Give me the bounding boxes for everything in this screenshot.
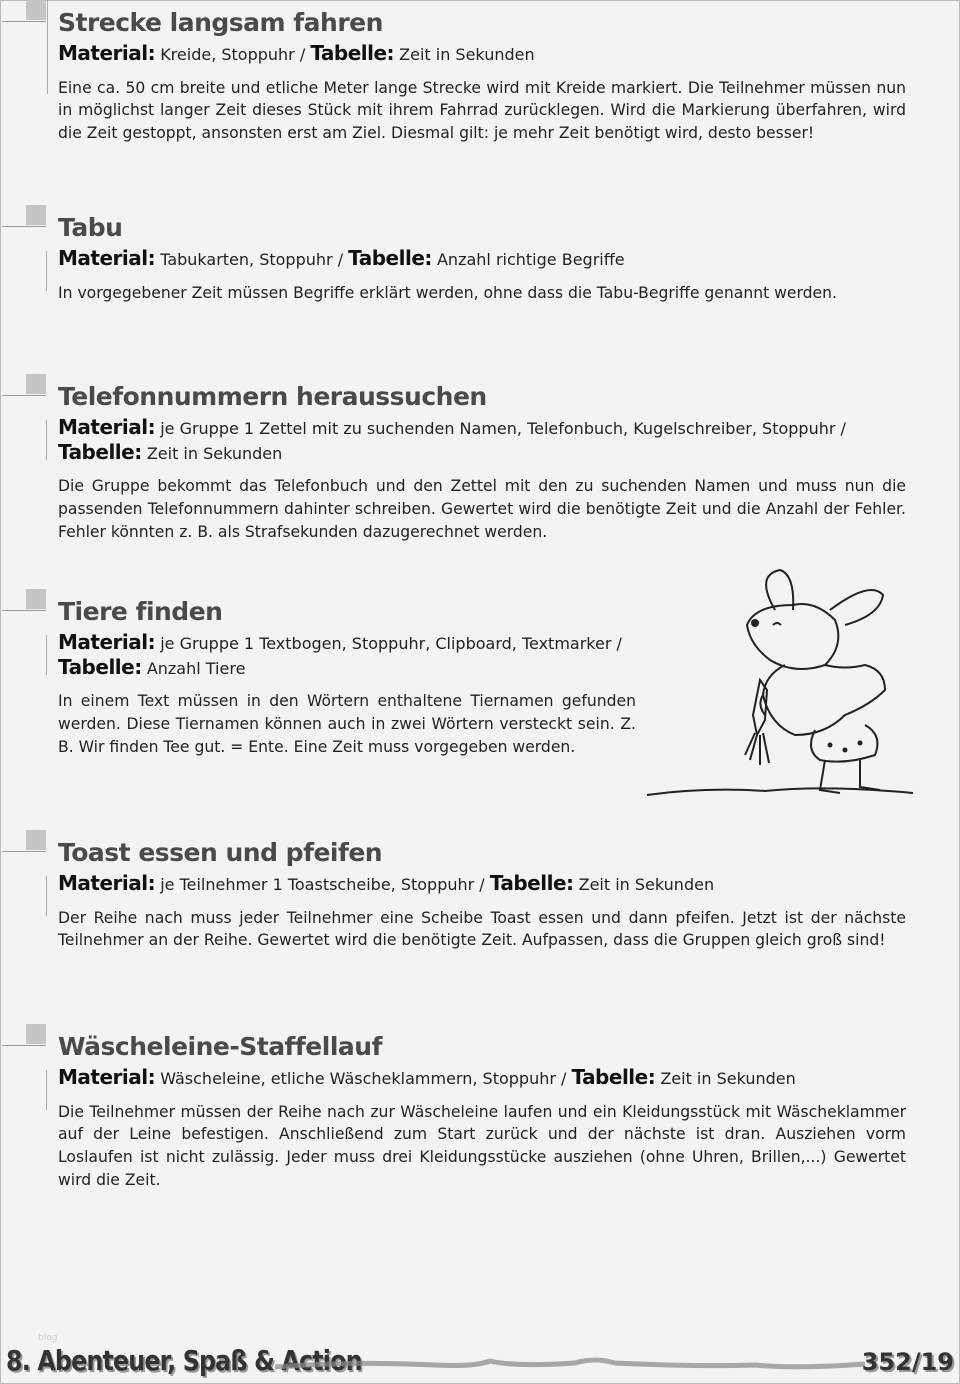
section-telefon bbox=[58, 380, 906, 544]
section-tiere bbox=[58, 595, 636, 759]
heading-marker-icon bbox=[0, 824, 60, 884]
watermark-text: blog bbox=[38, 1333, 58, 1343]
material-line bbox=[58, 872, 906, 897]
brush-stroke-decoration bbox=[275, 1355, 875, 1375]
section-title: Wäscheleine-Staffellauf bbox=[58, 1032, 382, 1061]
section-title: Strecke langsam fahren bbox=[58, 8, 383, 37]
material-line bbox=[58, 1066, 906, 1091]
table-value: Zeit in Sekunden bbox=[399, 45, 535, 64]
table-value: Zeit in Sekunden bbox=[146, 443, 283, 463]
rabbit-carrot-illustration bbox=[645, 565, 915, 810]
section-text: In einem Text müssen in den Wörtern enthaltene Tiernamen gefunden werden. Diese Tiernamen können auch in zwei Wörtern versteckt sein. Z. B. Wir finden Tee gut. = Ente. Eine Zeit muss vorgegeben werden. bbox=[58, 692, 636, 756]
chapter-title: 8. Abenteuer, Spaß & Action bbox=[6, 1344, 362, 1377]
section-text: Eine ca. 50 cm breite und etliche Meter lange Strecke wird mit Kreide markiert. Die Teilnehmer müssen nun in möglichst langer Zeit dieses Stück mit ihrem Fahrrad zurücklegen. Wird die Markierung überfahren, wird die Zeit gestoppt, ansonsten erst am Ziel. Diesmal gilt: je mehr Zeit benötigt wird, desto besser! bbox=[58, 78, 906, 143]
material-line bbox=[58, 247, 906, 272]
section-waescheleine bbox=[58, 1030, 906, 1192]
heading-marker-icon bbox=[0, 583, 60, 643]
material-line bbox=[58, 42, 906, 67]
material-value: Wäscheleine, etliche Wäscheklammern, Stoppuhr / bbox=[160, 1069, 567, 1088]
material-value: je Gruppe 1 Zettel mit zu suchenden Namen, Telefonbuch, Kugelschreiber, Stoppuhr / bbox=[160, 419, 846, 438]
section-text: In vorgegebener Zeit müssen Begriffe erklärt werden, ohne dass die Tabu-Begriffe genannt werden. bbox=[58, 283, 837, 302]
section-text: Die Gruppe bekommt das Telefonbuch und den Zettel mit den zu suchenden Namen und muss nun die passenden Telefonnummern dahinter schreiben. Gewertet wird die benötigte Zeit und die Anzahl der Fehler. Fehler könnten z. B. als Strafsekunden dazugerechnet werden. bbox=[58, 477, 906, 541]
material-label: Material: bbox=[58, 41, 156, 65]
section-title: Telefonnummern heraussuchen bbox=[58, 382, 487, 411]
material-value: je Gruppe 1 Textbogen, Stoppuhr, Clipboard, Textmarker / bbox=[160, 634, 622, 653]
material-value: Tabukarten, Stoppuhr / bbox=[160, 250, 344, 269]
material-value: je Teilnehmer 1 Toastscheibe, Stoppuhr / bbox=[160, 875, 485, 894]
table-label: Tabelle: bbox=[58, 654, 142, 679]
heading-marker-icon bbox=[0, 199, 60, 259]
section-title: Tiere finden bbox=[58, 597, 223, 626]
material-label: Material: bbox=[58, 871, 156, 895]
section-text: Die Teilnehmer müssen der Reihe nach zur Wäscheleine laufen und ein Kleidungsstück mit Wäscheklammer auf der Leine befestigen. Anschließend zum Start zurück und der nächste ist dran. Ausziehen vorm Loslaufen ist nicht zulässig. Jeder muss drei Kleidungsstücke ausziehen (ohne Uhren, Brillen,...) Gewertet wird die Zeit. bbox=[58, 1102, 906, 1189]
section-text: Der Reihe nach muss jeder Teilnehmer eine Scheibe Toast essen und dann pfeifen. Jetzt ist der nächste Teilnehmer an der Reihe. Gewertet wird die benötigte Zeit. Aufpassen, dass die Gruppen gleich groß sind! bbox=[58, 908, 906, 950]
section-title: Toast essen und pfeifen bbox=[58, 838, 383, 867]
table-value: Zeit in Sekunden bbox=[660, 1069, 796, 1088]
material-label: Material: bbox=[58, 630, 156, 654]
table-value: Zeit in Sekunden bbox=[578, 875, 715, 894]
section-tabu bbox=[58, 211, 906, 304]
material-label: Material: bbox=[58, 415, 156, 439]
heading-marker-icon bbox=[0, 0, 60, 54]
table-label: Tabelle: bbox=[489, 871, 574, 895]
table-label: Tabelle: bbox=[348, 246, 432, 270]
material-value: Kreide, Stoppuhr / bbox=[160, 45, 306, 64]
section-toast bbox=[58, 836, 906, 952]
material-line bbox=[58, 416, 906, 465]
section-strecke bbox=[58, 6, 906, 145]
table-value: Anzahl richtige Begriffe bbox=[436, 250, 625, 269]
table-value: Anzahl Tiere bbox=[146, 658, 246, 678]
table-label: Tabelle: bbox=[58, 439, 142, 464]
section-title: Tabu bbox=[58, 213, 123, 242]
material-line bbox=[58, 631, 636, 680]
material-label: Material: bbox=[58, 1065, 156, 1089]
material-label: Material: bbox=[58, 246, 156, 270]
table-label: Tabelle: bbox=[571, 1065, 656, 1089]
heading-marker-icon bbox=[0, 1018, 60, 1078]
heading-marker-icon bbox=[0, 368, 60, 428]
table-label: Tabelle: bbox=[310, 41, 395, 65]
page-number: 352/19 bbox=[861, 1348, 954, 1376]
